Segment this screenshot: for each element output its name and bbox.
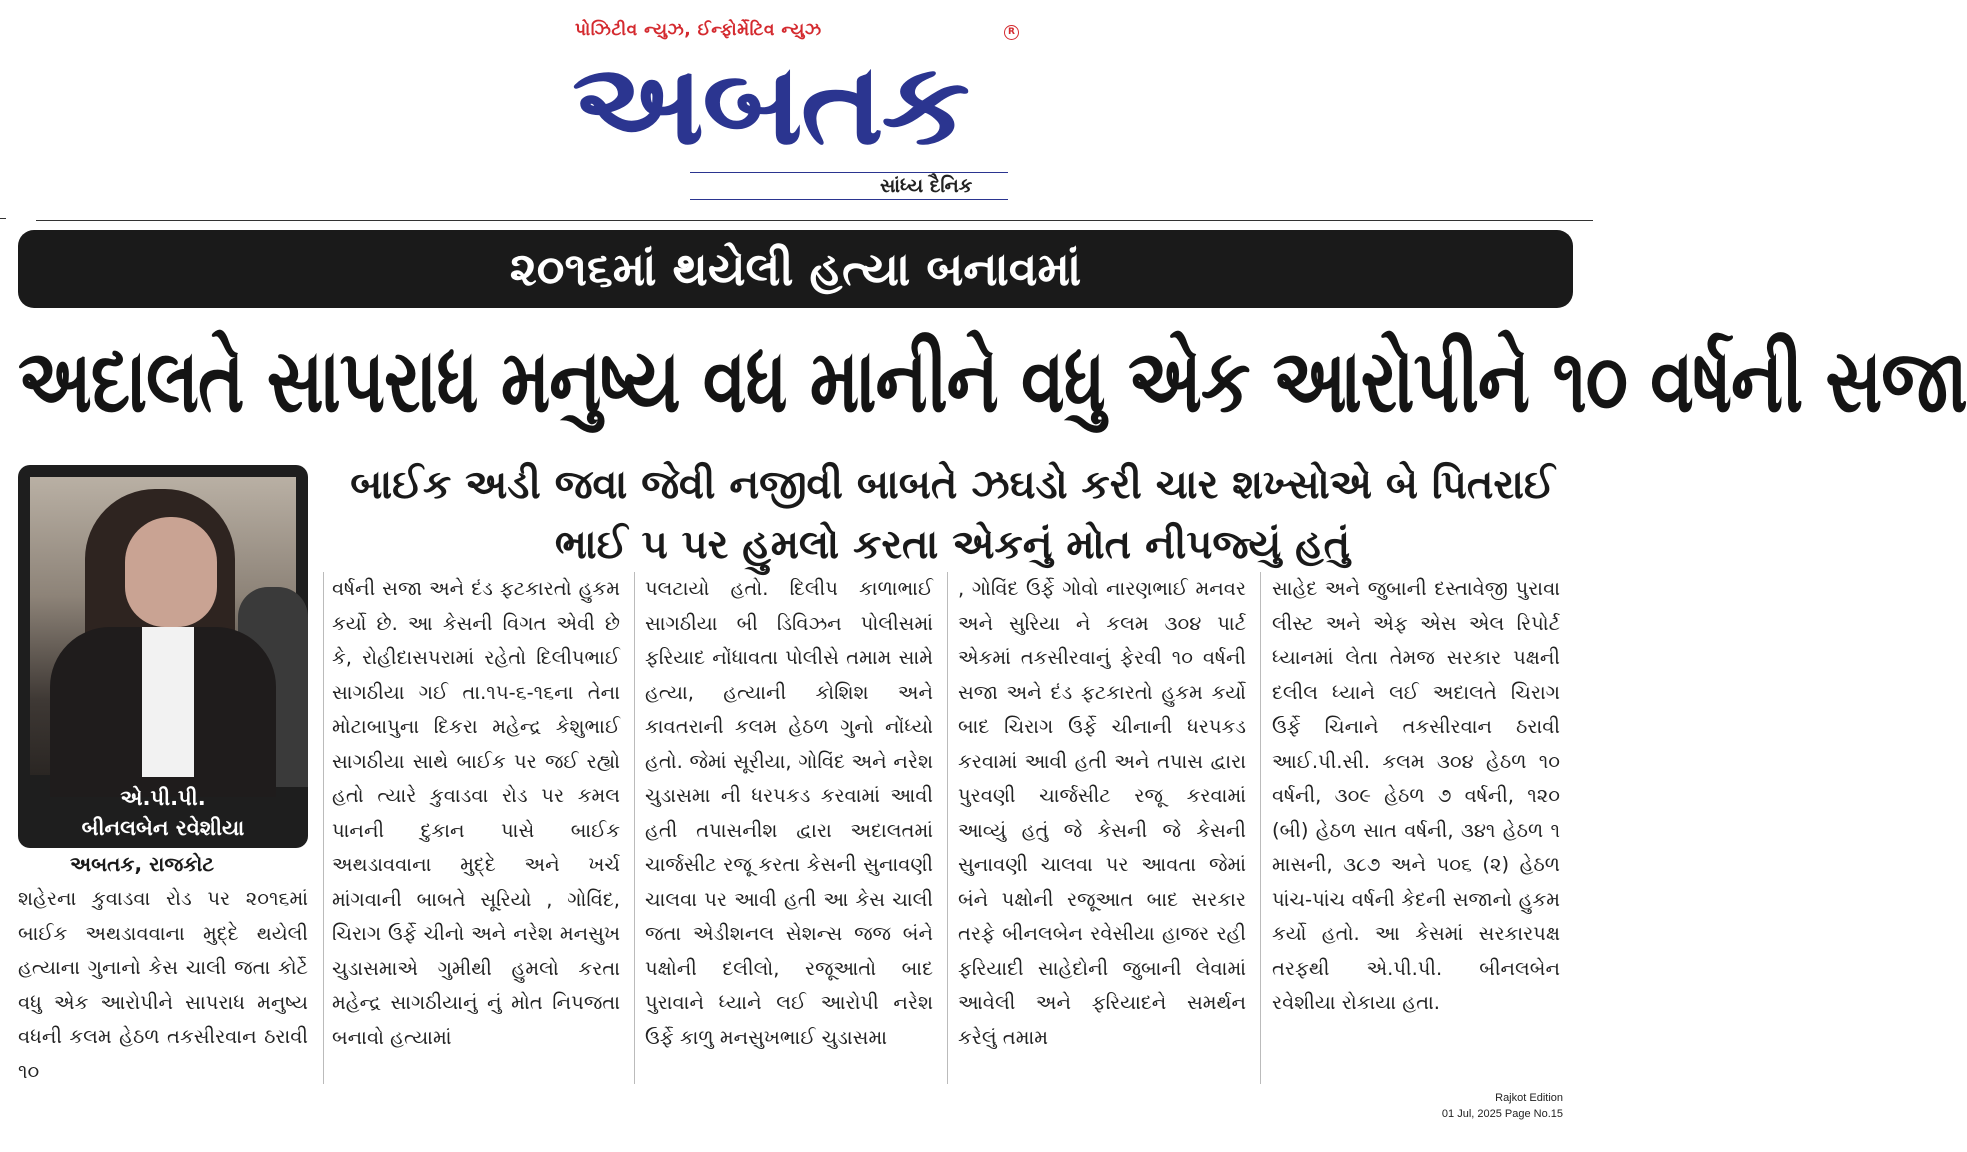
column-divider: [1260, 572, 1261, 1084]
person-photo: [30, 477, 296, 775]
article-column-2: વર્ષની સજા અને દંડ ફટકારતો હુકમ કર્યો છે. આ કેસની વિગત એવી છે કે, રોહીદાસપરામાં રહેતો દિલીપભાઈ સાગઠીયા ગઈ તા.૧૫-૬-૧૬ના તેના મોટાબાપુના દિકરા મહેન્દ્ર કેશુભાઈ સાગઠીયા સાથે બાઈક પર જઈ રહ્યો હતો ત્યારે કુવાડવા રોડ પર કમલ પાનની દુકાન પાસે બાઈક અથડાવવાના મુદ્દે અને ખર્ચ માંગવાની બાબતે સૂરિયો , ગોવિંદ, ચિરાગ ઉર્ફે ચીનો અને નરેશ મનસુખ ચુડાસમાએ ગુમીથી હુમલો કરતા મહેન્દ્ર સાગઠીયાનું નું મોત નિપજતા બનાવો હત્યામાં: [332, 577, 620, 1049]
column-divider: [947, 572, 948, 1084]
article-column-1: શહેરના કુવાડવા રોડ પર ૨૦૧૬માં બાઈક અથડાવવાના મુદ્દે થયેલી હત્યાના ગુનાનો કેસ ચાલી જતા કોર્ટે વધુ એક આરોપીને સાપરાધ મનુષ્ય વધની કલમ હેઠળ તકસીરવાન ઠરાવી ૧૦: [18, 887, 308, 1083]
masthead-rule: [36, 220, 1593, 221]
photo-caption: [18, 783, 308, 843]
logo-divider: [690, 172, 1008, 173]
logo-divider-bottom: [690, 199, 1008, 200]
edition-date-page: 01 Jul, 2025 Page No.15: [1441, 1108, 1563, 1120]
article-column-3: પલટાયો હતો. દિલીપ કાળાભાઈ સાગઠીયા બી ડિવિઝન પોલીસમાં ફરિયાદ નોંધાવતા પોલીસે તમામ સામે હત્યા, હત્યાની કોશિશ અને કાવતરાની કલમ હેઠળ ગુનો નોંધ્યો હતો. જેમાં સૂરીયા, ગોવિંદ અને નરેશ ચુડાસમા ની ધરપકડ કરવામાં આવી હતી તપાસનીશ દ્વારા અદાલતમાં ચાર્જસીટ રજૂ કરતા કેસની સુનાવણી ચાલવા પર આવી હતી આ કેસ ચાલી જતા એડીશનલ સેશન્સ જજ બંને પક્ષોની દલીલો, રજૂઆતો બાદ પુરાવાને ધ્યાને લઈ આરોપી નરેશ ઉર્ફે કાળુ મનસુખભાઈ ચુડાસમા: [645, 577, 933, 1049]
article-column-5: સાહેદ અને જુબાની દસ્તાવેજી પુરાવા લીસ્ટ અને એફ એસ એલ રિપોર્ટ ધ્યાનમાં લેતા તેમજ સરકાર પક્ષની દલીલ ધ્યાને લઈ અદાલતે ચિરાગ ઉર્ફે ચિનાને તકસીરવાન ઠરાવી આઈ.પી.સી. કલમ ૩૦૪ હેઠળ ૧૦ વર્ષની, ૩૦૯ હેઠળ ૭ વર્ષની, ૧૨૦ (બી) હેઠળ સાત વર્ષની, ૩૪૧ હેઠળ ૧ માસની, ૩૮૭ અને ૫૦૬ (૨) હેઠળ પાંચ-પાંચ વર્ષની કેદની સજાનો હુકમ કર્યો હતો. આ કેસમાં સરકારપક્ષ તરફથી એ.પી.પી. બીનલબેન રવેશીયા રોકાયા હતા.: [1272, 577, 1560, 1014]
article-headline: અદાલતે સાપરાધ મનુષ્ય વધ માનીને વધુ એક આરોપીને ૧૦ વર્ષની સજા: [18, 329, 1967, 433]
article-byline: અબતક, રાજકોટ: [70, 852, 215, 876]
newspaper-logo: અબતક: [572, 40, 968, 170]
masthead-tagline: પોઝિટીવ ન્યુઝ, ઈન્ફોર્મેટિવ ન્યુઝ: [575, 20, 822, 40]
photo-panel: [18, 465, 308, 848]
article-kicker: ૨૦૧૬માં થયેલી હત્યા બનાવમાં: [18, 230, 1573, 308]
photo-caption-name: બીનલબેન રવેશીયા: [81, 816, 245, 840]
edition-name: Rajkot Edition: [1495, 1092, 1563, 1104]
column-divider: [323, 572, 324, 1084]
registered-trademark-icon: R: [1004, 25, 1019, 40]
photo-caption-title: એ.પી.પી.: [120, 786, 206, 810]
page-margin-tick: [0, 218, 6, 219]
article-deck: બાઈક અડી જવા જેવી નજીવી બાબતે ઝઘડો કરી ચાર શખ્સોએ બે પિતરાઈ ભાઈ ૫ પર હુમલો કરતા એકનું મોત નીપજ્યું હતું: [350, 462, 1555, 568]
article-column-4: , ગોવિંદ ઉર્ફે ગોવો નારણભાઈ મનવર અને સુરિયા ને કલમ ૩૦૪ પાર્ટ એકમાં તકસીરવાનું ફેરવી ૧૦ વર્ષની સજા અને દંડ ફટકારતો હુકમ કર્યો બાદ ચિરાગ ઉર્ફે ચીનાની ધરપકડ કરવામાં આવી હતી અને તપાસ દ્વારા પુરવણી ચાર્જસીટ રજૂ કરવામાં આવ્યું હતું જે કેસની જે કેસની સુનાવણી ચાલવા પર આવતા જેમાં બંને પક્ષોની રજૂઆત બાદ સરકાર તરફે બીનલબેન રવેસીયા હાજર રહી ફરિયાદી સાહેદોની જુબાની લેવામાં આવેલી અને ફરિયાદને સમર્થન કરેલું તમામ: [958, 577, 1246, 1049]
edition-info: [1442, 1090, 1563, 1122]
column-divider: [634, 572, 635, 1084]
masthead-subtitle: સાંધ્ય દૈનિક: [880, 175, 973, 197]
masthead: [0, 0, 1593, 215]
